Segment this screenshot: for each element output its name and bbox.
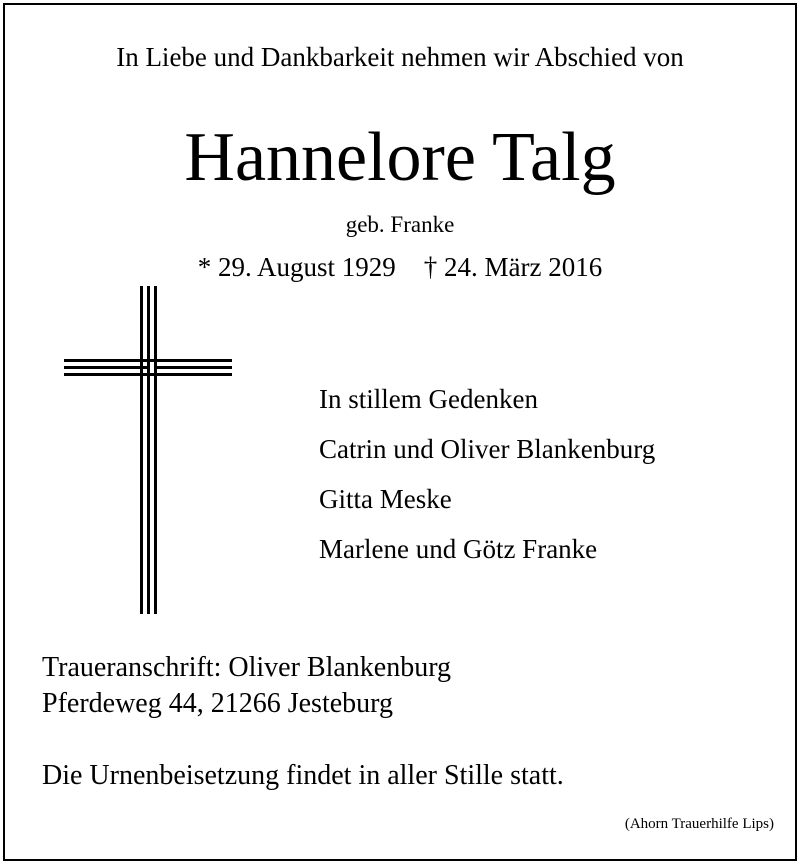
mourner-line: Gitta Meske [319,484,452,514]
cross-icon [60,286,236,614]
address-line-2: Pferdeweg 44, 21266 Jesteburg [42,688,393,719]
mourner-line: Catrin und Oliver Blankenburg [319,434,656,464]
address-line-1: Traueranschrift: Oliver Blankenburg [42,652,452,683]
undertaker-credit: (Ahorn Trauerhilfe Lips) [624,816,774,832]
burial-note: Die Urnenbeisetzung findet in aller Stille statt. [42,760,564,791]
death-date: † 24. März 2016 [423,252,603,282]
mourner-line: Marlene und Götz Franke [319,534,598,564]
intro-text: In Liebe und Dankbarkeit nehmen wir Abschied von [116,42,684,72]
deceased-name: Hannelore Talg [184,119,616,196]
mourners-list [319,380,769,580]
mourning-address [42,650,742,722]
mourner-line: In stillem Gedenken [319,384,538,414]
maiden-name: geb. Franke [345,212,455,237]
life-dates [0,250,800,284]
birth-date: * 29. August 1929 [197,252,396,282]
